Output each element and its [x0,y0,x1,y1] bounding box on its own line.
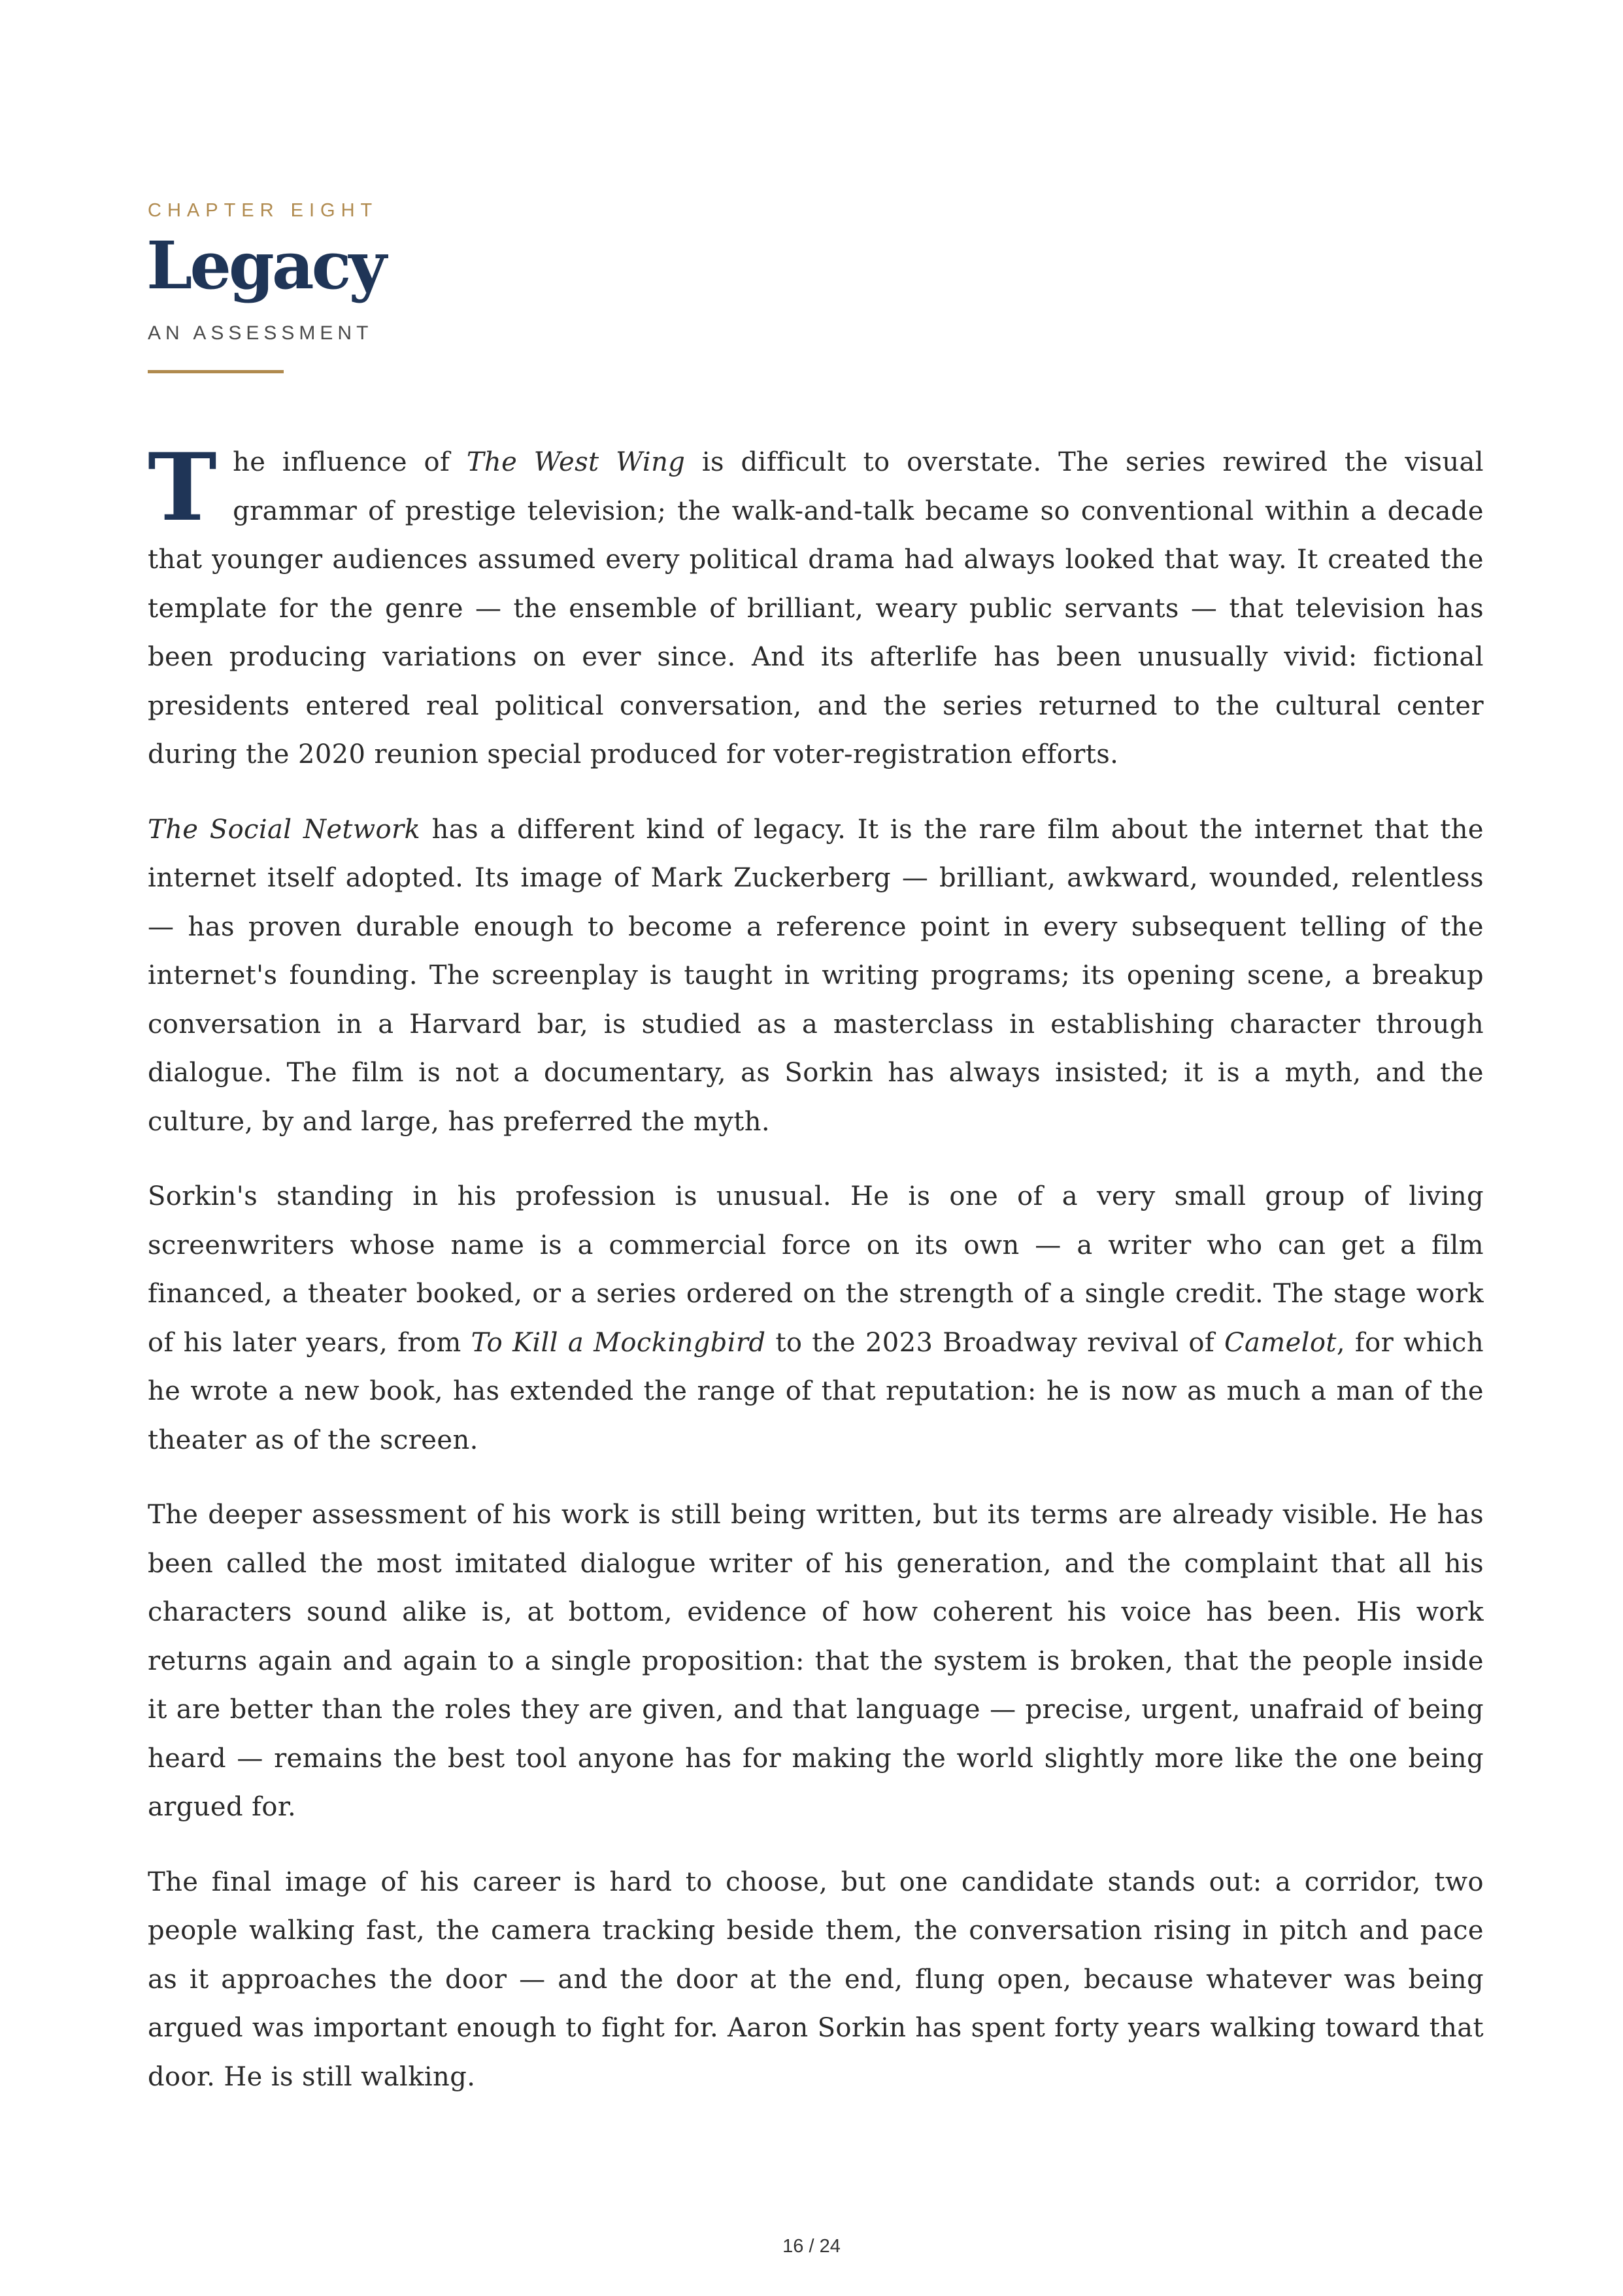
paragraph-text: is difficult to overstate. The series rewired the visual grammar of prestige television; the walk-and-talk became so conventional within a decade that younger audiences assumed every political drama had always looked that way. It created the template for the genre — the ensemble of brilliant, weary public servants — that television has been producing variations on ever since. And its afterlife has been unusually vivid: fictional presidents entered real political conversation, and the series returned to the cultural center during the 2020 reunion special produced for voter-registration efforts. [148,447,1484,769]
work-title: The Social Network [148,814,421,845]
work-title: The West Wing [466,447,686,477]
paragraph-5 [148,1858,1484,2102]
drop-cap: T [148,433,218,542]
paragraph-text: he influence of [233,447,467,477]
chapter-subtitle: AN ASSESSMENT [148,322,373,344]
title-divider [148,370,284,373]
chapter-body [148,433,1484,2101]
page-number: 16 / 24 [782,2236,841,2257]
paragraph-4 [148,1491,1484,1832]
work-title: To Kill a Mockingbird [471,1327,766,1358]
paragraph-text: , for which he wrote a new book, has extended the range of that reputation: he is now as much a man of the theater as of the screen. [148,1327,1484,1455]
work-title: Camelot [1224,1327,1337,1358]
paragraph-text: has a different kind of legacy. It is the rare film about the internet that the internet itself adopted. Its image of Mark Zuckerberg — brilliant, awkward, wounded, relentless — has proven durable enough to become a reference point in every subsequent telling of the internet's founding. The screenplay is taught in writing programs; its opening scene, a breakup conversation in a Harvard bar, is studied as a masterclass in establishing character through dialogue. The film is not a documentary, as Sorkin has always insisted; it is a myth, and the culture, by and large, has preferred the myth. [148,814,1484,1137]
paragraph-text: The final image of his career is hard to choose, but one candidate stands out: a corridor, two people walking fast, the camera tracking beside them, the conversation rising in pitch and pace as it approaches the door — and the door at the end, flung open, because whatever was being argued was important enough to fight for. Aaron Sorkin has spent forty years walking toward that door. He is still walking. [148,1866,1484,2092]
chapter-title: Legacy [146,227,384,304]
paragraph-text: Sorkin's standing in his profession is unusual. He is one of a very small group of living screenwriters whose name is a commercial force on its own — a writer who can get a film financed, a theater booked, or a series ordered on the strength of a single credit. The stage work of his later years, from [148,1181,1484,1358]
paragraph-text: The deeper assessment of his work is still being written, but its terms are already visible. He has been called the most imitated dialogue writer of his generation, and the complaint that all his characters sound alike is, at bottom, evidence of how coherent his voice has been. His work returns again and again to a single proposition: that the system is broken, that the people inside it are better than the roles they are given, and that language — precise, urgent, unafraid of being heard — remains the best tool anyone has for making the world slightly more like the one being argued for. [148,1500,1484,1822]
paragraph-1 [148,433,1484,779]
chapter-label: CHAPTER EIGHT [148,200,378,221]
paragraph-3 [148,1172,1484,1464]
paragraph-2 [148,805,1484,1147]
paragraph-text: to the 2023 Broadway revival of [765,1327,1224,1358]
